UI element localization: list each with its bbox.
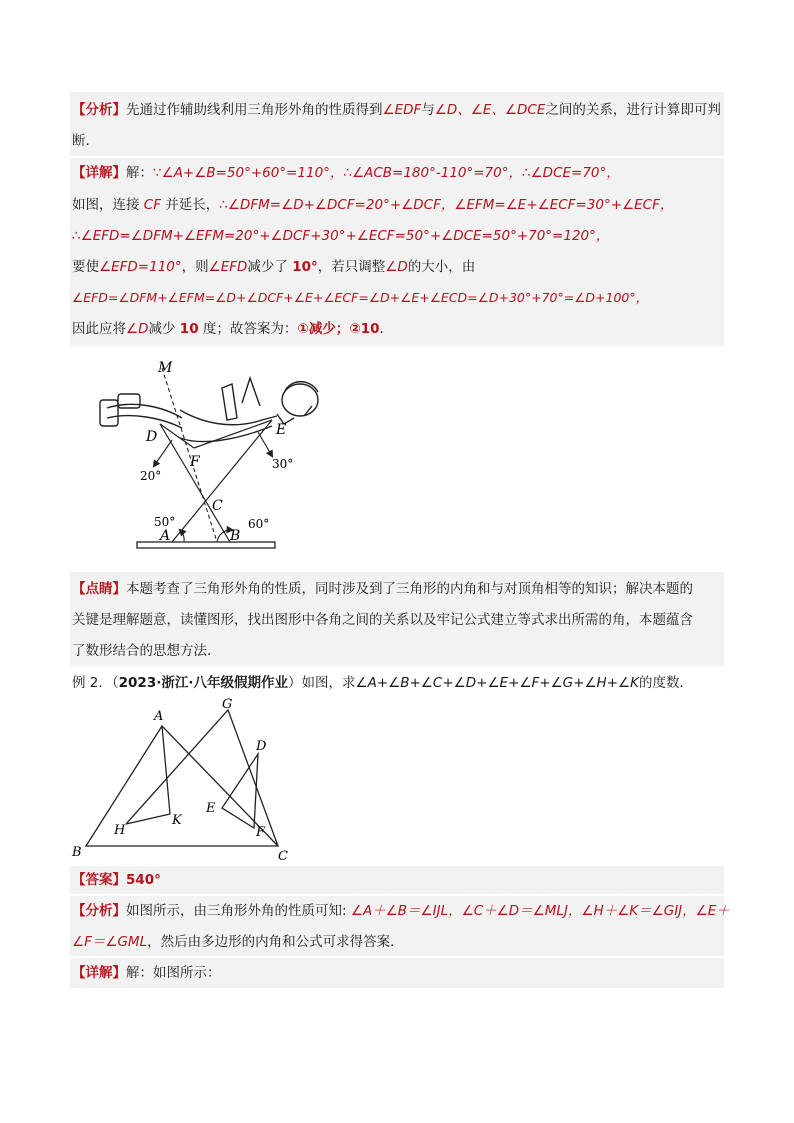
fig2-label-e: E	[206, 801, 216, 816]
angle-30: 30°	[272, 457, 294, 471]
answer-value: 540°	[126, 872, 161, 888]
fig2-label-f: F	[256, 825, 266, 840]
comment-line-3: 了数形结合的思想方法．	[72, 643, 221, 659]
detail-line-5: ∠EFD=∠DFM+∠EFM=∠D+∠DCF+∠E+∠ECF=∠D+∠E+∠ECD=∠D+30°+70°=∠D+100°，	[72, 290, 649, 305]
label-c: C	[212, 498, 223, 514]
fig2-label-g: G	[222, 697, 233, 712]
label-f: F	[190, 454, 200, 470]
fig2-label-c: C	[278, 849, 288, 864]
figure-reclining-person	[72, 348, 334, 570]
fig2-label-k: K	[172, 813, 182, 828]
angle-50: 50°	[154, 515, 176, 529]
analysis-tag: 【分析】	[72, 102, 126, 118]
detail-band	[70, 158, 724, 346]
detail-line-6: 因此应将∠D减少 10 度；故答案为：①减少；②10．	[72, 321, 394, 337]
detail2-line: 【详解】解：如图所示：	[72, 965, 221, 981]
label-a: A	[160, 528, 171, 544]
fig2-label-b: B	[72, 845, 82, 860]
detail-line-2: 如图，连接 CF 并延长，∴∠DFM=∠D+∠DCF=20°+∠DCF，∠EFM=∠E+∠ECF=30°+∠ECF，	[72, 197, 674, 213]
analysis2-tag: 【分析】	[72, 903, 126, 919]
comment-line-1: 【点睛】本题考查了三角形外角的性质，同时涉及到了三角形的内角和与对顶角相等的知识；解决本题的	[72, 581, 693, 597]
label-b: B	[230, 528, 241, 544]
answer-tag: 【答案】	[72, 872, 126, 888]
fig2-label-d: D	[256, 739, 267, 754]
label-e: E	[276, 422, 287, 438]
detail-line-4: 要使∠EFD=110°，则∠EFD减少了 10°，若只调整∠D的大小，由	[72, 259, 476, 275]
label-m: M	[158, 360, 173, 376]
analysis-line-2: 断．	[72, 133, 99, 149]
ray-d-f	[160, 424, 194, 448]
comment-line-2: 关键是理解题意，读懂图形，找出图形中各角之间的关系以及牢记公式建立等式求出所需的角，本题蕴含	[72, 612, 693, 628]
comment-tag: 【点睛】	[72, 581, 126, 597]
fig2-label-a: A	[154, 709, 164, 724]
analysis2-line-2: ∠F＝∠GML，然后由多边形的内角和公式可求得答案．	[72, 934, 404, 950]
detail2-tag: 【详解】	[72, 965, 126, 981]
segment-a-k	[126, 726, 170, 824]
triangle-def	[222, 754, 258, 828]
answer-band	[70, 866, 724, 894]
figure-angle-sum	[70, 696, 300, 864]
answer-line	[72, 870, 161, 890]
figure1-svg	[72, 348, 334, 570]
example2-question: 例 2．（2023·浙江·八年级假期作业）如图，求∠A+∠B+∠C+∠D+∠E+∠F+∠G+∠H+∠K的度数．	[72, 675, 693, 691]
detail-line-1: 【详解】解：∵∠A+∠B=50°+60°=110°，∴∠ACB=180°-110°=70°，∴∠DCE=70°，	[72, 165, 620, 181]
angle-60: 60°	[248, 517, 270, 531]
label-d: D	[146, 429, 158, 445]
analysis-line-1: 【分析】先通过作辅助线利用三角形外角的性质得到∠EDF与∠D、∠E、∠DCE之间的关系，进行计算即可判	[72, 102, 721, 118]
detail-tag: 【详解】	[72, 165, 126, 181]
angle-20: 20°	[140, 469, 162, 483]
ground-bar	[137, 542, 275, 548]
analysis2-line-1: 【分析】如图所示，由三角形外角的性质可知: ∠A＋∠B＝∠IJL，∠C＋∠D＝∠MLJ，∠H＋∠K＝∠GIJ，∠E＋	[72, 903, 730, 919]
figure2-svg	[70, 696, 300, 864]
fig2-label-h: H	[114, 823, 126, 838]
detail-line-3: ∴∠EFD=∠DFM+∠EFM=20°+∠DCF+30°+∠ECF=50°+∠DCE=50°+70°=120°，	[72, 228, 610, 244]
arrow-30	[258, 432, 272, 456]
